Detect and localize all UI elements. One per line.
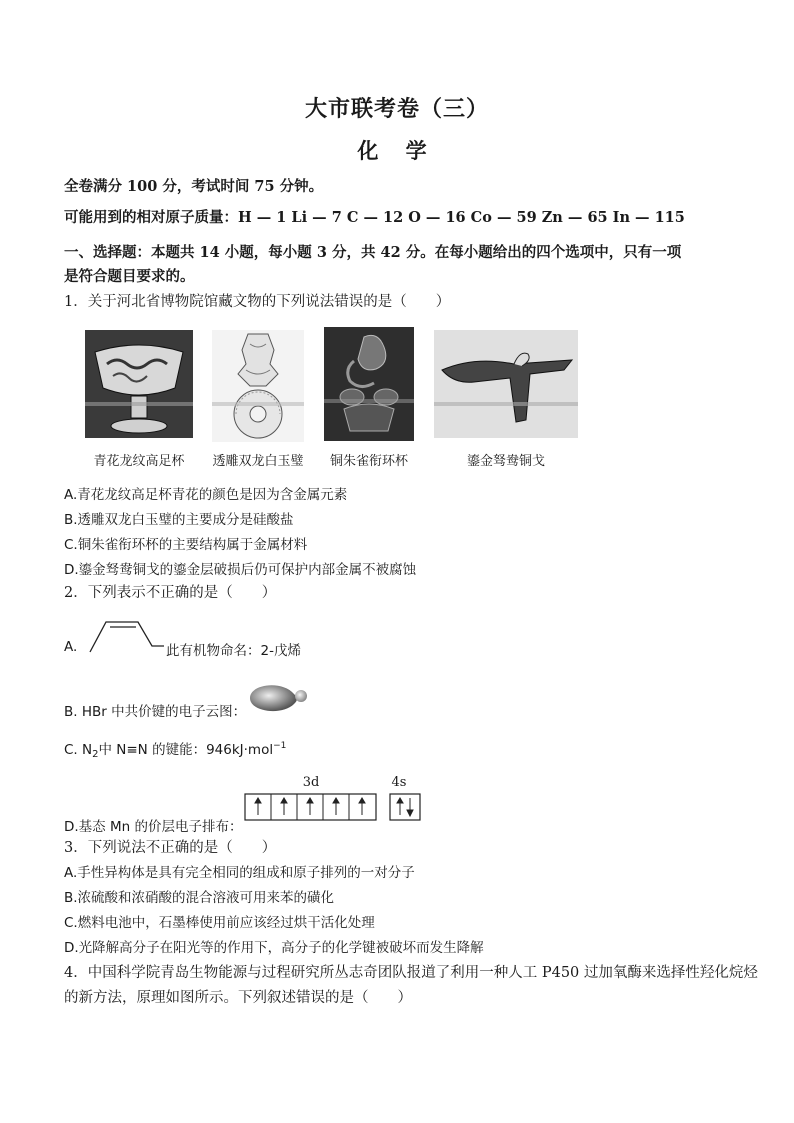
q3-option-d: D.光降解高分子在阳光等的作用下，高分子的化学键被破坏而发生降解 xyxy=(64,940,484,956)
q2-option-c-superscript: −1 xyxy=(273,741,287,751)
q2-option-a-text: 此有机物命名：2-戊烯 xyxy=(166,643,301,659)
q2-option-b: B. HBr 中共价键的电子云图： xyxy=(64,704,247,720)
q1-option-c: C.铜朱雀衔环杯的主要结构属于金属材料 xyxy=(64,537,308,553)
q2-option-d: D.基态 Mn 的价层电子排布： xyxy=(64,819,243,835)
q1-stem: 1．关于河北省博物院馆藏文物的下列说法错误的是（ ） xyxy=(64,294,451,310)
orbital-4s-label: 4s xyxy=(391,775,407,790)
orbital-diagram xyxy=(244,793,422,823)
caption-1: 青花龙纹高足杯 xyxy=(93,454,185,469)
q2-option-c-text: 中 N≡N 的键能：946kJ·mol xyxy=(98,742,274,758)
q1-option-d: D.鎏金驽鸯铜戈的鎏金层破损后仍可保护内部金属不被腐蚀 xyxy=(64,562,417,578)
q3-option-a: A.手性异构体是具有完全相同的组成和原子排列的一对分子 xyxy=(64,865,415,881)
q2-option-c-prefix: C. N xyxy=(64,742,93,758)
electron-cloud-image xyxy=(246,680,310,718)
subject-title: 化 学 xyxy=(357,138,437,163)
q1-option-a: A.青花龙纹高足杯青花的颜色是因为含金属元素 xyxy=(64,487,348,503)
jade-artifact-image xyxy=(212,330,304,442)
q2-option-a-label: A. xyxy=(64,639,78,655)
q2-option-c xyxy=(64,738,286,760)
caption-2: 透雕双龙白玉璧 xyxy=(212,454,304,469)
orbital-3d-label: 3d xyxy=(302,775,320,790)
section-heading-line2: 是符合题目要求的。 xyxy=(64,268,195,285)
bronze-cup-artifact-image xyxy=(324,327,414,441)
page-title: 大市联考卷（三） xyxy=(304,96,489,122)
pentene-structure-image xyxy=(86,616,164,656)
atomic-mass-line: 可能用到的相对原子质量：H — 1 Li — 7 C — 12 O — 16 Co — 59 Zn — 65 In — 115 xyxy=(64,209,685,226)
q3-option-c: C.燃料电池中，石墨棒使用前应该经过烘干活化处理 xyxy=(64,915,375,931)
q1-option-b: B.透雕双龙白玉璧的主要成分是硅酸盐 xyxy=(64,512,294,528)
q3-option-b: B.浓硫酸和浓硝酸的混合溶液可用来苯的磺化 xyxy=(64,890,335,906)
caption-4: 鎏金驽鸯铜戈 xyxy=(466,454,545,469)
q3-stem: 3．下列说法不正确的是（ ） xyxy=(64,840,277,856)
q2-stem: 2．下列表示不正确的是（ ） xyxy=(64,585,277,601)
cup-artifact-image xyxy=(85,330,193,438)
score-info: 全卷满分 100 分，考试时间 75 分钟。 xyxy=(64,178,324,195)
q4-stem-line1: 4．中国科学院青岛生物能源与过程研究所丛志奇团队报道了利用一种人工 P450 过加氧酶来选择性羟化烷烃 xyxy=(64,965,758,981)
bronze-ge-artifact-image xyxy=(434,330,578,438)
q4-stem-line2: 的新方法，原理如图所示。下列叙述错误的是（ ） xyxy=(64,990,412,1006)
q2-option-c-subscript: 2 xyxy=(92,749,99,760)
caption-3: 铜朱雀衔环杯 xyxy=(329,454,408,469)
section-heading-line1: 一、选择题：本题共 14 小题，每小题 3 分，共 42 分。在每小题给出的四个选项中，只有一项 xyxy=(64,244,682,261)
